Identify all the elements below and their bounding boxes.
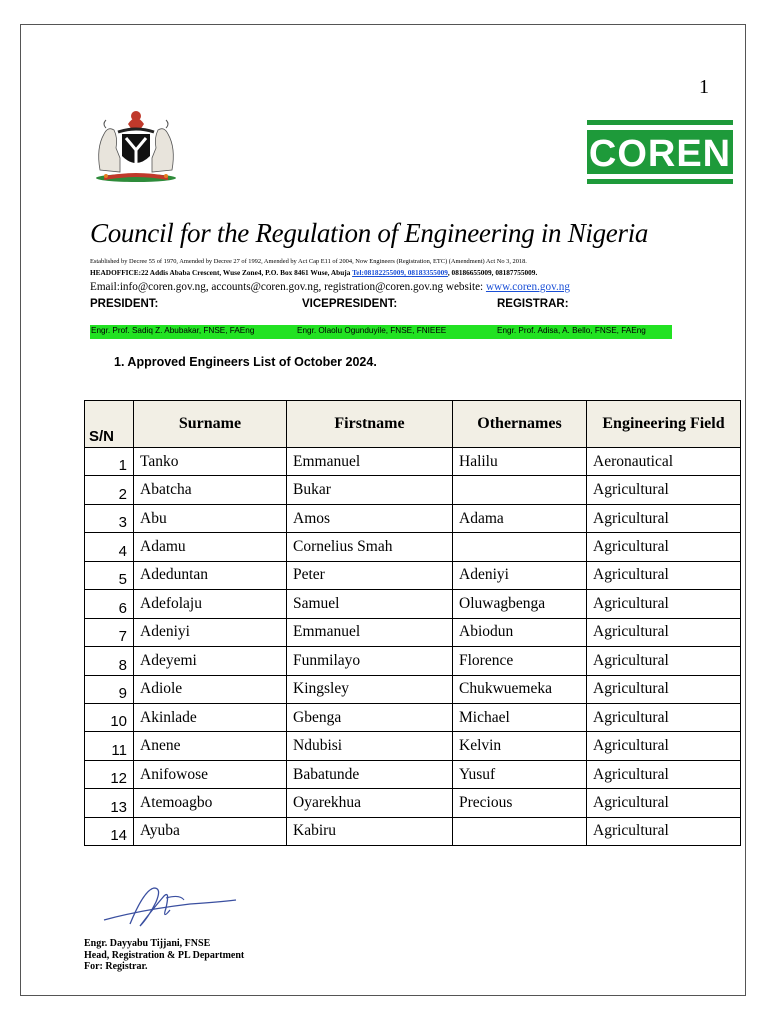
cell-sn: 2 — [85, 476, 134, 504]
cell-field: Agricultural — [587, 533, 741, 561]
cell-surname: Adeduntan — [134, 561, 287, 589]
president-label: PRESIDENT: — [90, 298, 159, 310]
cell-firstname: Emmanuel — [287, 618, 453, 646]
header-sn: S/N — [85, 401, 134, 448]
signatory-for: For: Registrar. — [84, 961, 148, 972]
signatory-block — [84, 938, 244, 973]
cell-field: Agricultural — [587, 817, 741, 845]
cell-sn: 10 — [85, 703, 134, 731]
table-row — [85, 760, 741, 788]
cell-firstname: Gbenga — [287, 703, 453, 731]
cell-field: Agricultural — [587, 675, 741, 703]
table-row — [85, 789, 741, 817]
coat-of-arms-icon — [84, 98, 188, 186]
cell-sn: 9 — [85, 675, 134, 703]
page-number: 1 — [699, 76, 709, 98]
vicepresident-label: VICEPRESIDENT: — [302, 298, 398, 310]
cell-field: Agricultural — [587, 732, 741, 760]
cell-firstname: Emmanuel — [287, 448, 453, 476]
contact-emails — [90, 281, 570, 293]
cell-othernames — [453, 533, 587, 561]
cell-surname: Adefolaju — [134, 590, 287, 618]
cell-surname: Akinlade — [134, 703, 287, 731]
cell-field: Agricultural — [587, 789, 741, 817]
signature — [100, 880, 240, 936]
table-row — [85, 647, 741, 675]
organization-title: Council for the Regulation of Engineering in Nigeria — [90, 218, 649, 248]
svg-text:COREN: COREN — [588, 133, 732, 175]
cell-othernames: Abiodun — [453, 618, 587, 646]
table-row — [85, 561, 741, 589]
cell-firstname: Bukar — [287, 476, 453, 504]
cell-field: Agricultural — [587, 476, 741, 504]
table-row — [85, 448, 741, 476]
cell-surname: Abu — [134, 504, 287, 532]
cell-sn: 11 — [85, 732, 134, 760]
vicepresident-name: Engr. Olaolu Ogunduyile, FNSE, FNIEEE — [297, 326, 447, 335]
email-text: Email:info@coren.gov.ng, accounts@coren.gov.ng, registration@coren.gov.ng website: — [90, 281, 486, 293]
cell-sn: 14 — [85, 817, 134, 845]
cell-firstname: Ndubisi — [287, 732, 453, 760]
cell-sn: 3 — [85, 504, 134, 532]
cell-sn: 4 — [85, 533, 134, 561]
cell-sn: 12 — [85, 760, 134, 788]
cell-surname: Adeniyi — [134, 618, 287, 646]
cell-field: Agricultural — [587, 504, 741, 532]
cell-othernames: Yusuf — [453, 760, 587, 788]
table-header-row — [85, 401, 741, 448]
cell-field: Agricultural — [587, 760, 741, 788]
cell-sn: 7 — [85, 618, 134, 646]
cell-field: Agricultural — [587, 561, 741, 589]
cell-firstname: Peter — [287, 561, 453, 589]
cell-field: Agricultural — [587, 590, 741, 618]
cell-field: Agricultural — [587, 703, 741, 731]
cell-surname: Tanko — [134, 448, 287, 476]
cell-surname: Atemoagbo — [134, 789, 287, 817]
cell-othernames — [453, 476, 587, 504]
cell-surname: Adiole — [134, 675, 287, 703]
president-name: Engr. Prof. Sadiq Z. Abubakar, FNSE, FAEng — [91, 326, 255, 335]
cell-surname: Anifowose — [134, 760, 287, 788]
cell-sn: 1 — [85, 448, 134, 476]
header-surname: Surname — [134, 401, 287, 448]
cell-othernames: Michael — [453, 703, 587, 731]
table-row — [85, 590, 741, 618]
cell-firstname: Babatunde — [287, 760, 453, 788]
coren-logo — [587, 120, 733, 184]
cell-othernames: Kelvin — [453, 732, 587, 760]
head-office-address — [90, 268, 537, 277]
cell-othernames: Adama — [453, 504, 587, 532]
head-office-text: HEADOFFICE:22 Addis Ababa Crescent, Wuse Zone4, P.O. Box 8461 Wuse, Abuja — [90, 268, 353, 277]
engineers-table — [84, 400, 741, 846]
cell-surname: Ayuba — [134, 817, 287, 845]
establishment-note: Established by Decree 55 of 1970, Amended by Decree 27 of 1992, Amended by Act Cap E11 of 2004, Now Engineers (Registration, ETC) (Amendment) Act No 3, 2018. — [90, 258, 527, 265]
table-row — [85, 703, 741, 731]
table-row — [85, 533, 741, 561]
cell-othernames: Adeniyi — [453, 561, 587, 589]
registrar-name: Engr. Prof. Adisa, A. Bello, FNSE, FAEng — [497, 326, 646, 335]
list-heading: 1. Approved Engineers List of October 2024. — [114, 355, 377, 369]
cell-firstname: Oyarekhua — [287, 789, 453, 817]
cell-firstname: Kingsley — [287, 675, 453, 703]
cell-firstname: Kabiru — [287, 817, 453, 845]
head-office-phone-link[interactable]: Tel:08182255009, 08183355009 — [352, 268, 448, 277]
cell-surname: Anene — [134, 732, 287, 760]
head-office-phone-tail: , 08186655009, 08187755009. — [447, 268, 538, 277]
cell-othernames — [453, 817, 587, 845]
header-engineering-field: Engineering Field — [587, 401, 741, 448]
table-row — [85, 618, 741, 646]
cell-othernames: Halilu — [453, 448, 587, 476]
cell-firstname: Amos — [287, 504, 453, 532]
website-link[interactable]: www.coren.gov.ng — [485, 281, 570, 293]
cell-field: Agricultural — [587, 647, 741, 675]
table-row — [85, 504, 741, 532]
registrar-label: REGISTRAR: — [497, 298, 569, 310]
table-row — [85, 732, 741, 760]
table-row — [85, 476, 741, 504]
cell-firstname: Samuel — [287, 590, 453, 618]
cell-surname: Abatcha — [134, 476, 287, 504]
cell-surname: Adeyemi — [134, 647, 287, 675]
cell-firstname: Funmilayo — [287, 647, 453, 675]
cell-field: Agricultural — [587, 618, 741, 646]
cell-sn: 13 — [85, 789, 134, 817]
signatory-position: Head, Registration & PL Department — [84, 949, 245, 961]
cell-field: Aeronautical — [587, 448, 741, 476]
cell-othernames: Oluwagbenga — [453, 590, 587, 618]
header-othernames: Othernames — [453, 401, 587, 448]
table-row — [85, 675, 741, 703]
table-row — [85, 817, 741, 845]
cell-othernames: Chukwuemeka — [453, 675, 587, 703]
cell-surname: Adamu — [134, 533, 287, 561]
cell-sn: 6 — [85, 590, 134, 618]
header-firstname: Firstname — [287, 401, 453, 448]
cell-othernames: Florence — [453, 647, 587, 675]
cell-sn: 5 — [85, 561, 134, 589]
cell-firstname: Cornelius Smah — [287, 533, 453, 561]
cell-othernames: Precious — [453, 789, 587, 817]
signatory-name: Engr. Dayyabu Tijjani, FNSE — [84, 938, 211, 949]
cell-sn: 8 — [85, 647, 134, 675]
